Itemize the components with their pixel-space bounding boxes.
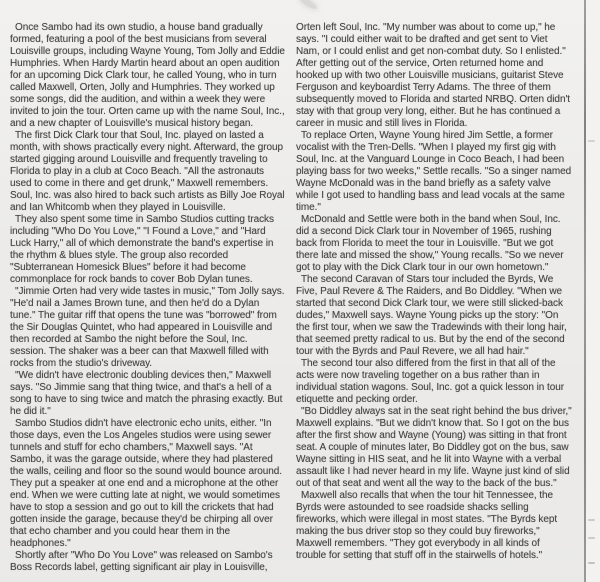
paragraph (296, 490, 588, 562)
text-line: rocks from the studio's driveway. (10, 358, 153, 369)
text-line: Five, Paul Revere & The Raiders, and Bo Diddley. "When we (296, 286, 562, 297)
text-line: Wayne McDonald was in the band briefly as a safety valve (296, 178, 551, 189)
text-line: McDonald and Settle were both in the band when Soul, Inc. (301, 214, 561, 225)
text-line: those days, even the Los Angeles studios were using sewer (10, 430, 272, 441)
text-line: Maxwell explains. "But we didn't know that. So I got on the bus (296, 418, 569, 429)
margin-tick (588, 537, 595, 539)
text-line: Soul, Inc. was also hired to back such artists as Billy Joe Royal (10, 190, 285, 201)
text-line: started gigging around Louisville and frequently traveling to (10, 154, 268, 165)
text-line: gotten inside the garage, because they'd be chirping all over (10, 514, 273, 525)
text-line: there late and missed the show," Young recalls. "So we never (296, 250, 564, 261)
text-line: tunnels and stuff for echo chambers," Maxwell says. "At (10, 442, 253, 453)
text-line: formed, featuring a pool of the best musicians from several (10, 34, 267, 45)
text-line: time." (296, 202, 321, 213)
paragraph (10, 22, 300, 130)
text-line: Byrds were astounded to see roadside shacks selling (296, 502, 529, 513)
text-line: got to play with the Dick Clark tour in our own hometown." (296, 262, 549, 273)
paragraph (10, 418, 300, 550)
paragraph (296, 214, 588, 274)
text-line: used to come in there and get drunk," Maxwell remembers. (10, 178, 269, 189)
text-line: Maxwell remembers. "They got everybody in all kinds of (296, 538, 540, 549)
margin-tick (588, 562, 595, 564)
text-line: some songs, did the audition, and within a week they were (10, 94, 266, 105)
text-line: hooked up with two other Louisville musicians, guitarist Steve (296, 70, 564, 81)
text-line: for an upcoming Dick Clark tour, he called Young, who in turn (10, 70, 277, 81)
text-line: says. "I could either wait to be drafted and get sent to Viet (296, 34, 548, 45)
text-line: subsequently moved to Florida and started NRBQ. Orten didn't (296, 94, 571, 105)
text-line: did a second Dick Clark tour in November of 1965, rushing (296, 226, 552, 237)
text-line: Sambo, it was the garage outside, where they had plastered (10, 454, 273, 465)
text-line: assault like I had never heard in my life. Wayne just kind of slid (296, 466, 570, 477)
text-line: acts were now traveling together on a bus rather than in (296, 370, 540, 381)
text-line: "Jimmie Orten had very wide tastes in music," Tom Jolly says. (15, 286, 285, 297)
text-line: Nam, or I could enlist and get non-combat duty. So I enlisted." (296, 46, 566, 57)
text-line: "He'd nail a James Brown tune, and then he'd do a Dylan (10, 298, 260, 309)
scan-smudge (298, 0, 318, 11)
text-line: Shortly after "Who Do You Love" was released on Sambo's (15, 550, 273, 561)
text-line: tour with the Byrds and Paul Revere, we all had hair." (296, 346, 529, 357)
text-line: that seemed pretty radical to us. But by the end of the second (296, 334, 565, 345)
text-column-left (10, 22, 300, 574)
text-line: seat. A couple of minutes later, Bo Diddley got on the bus, saw (296, 442, 569, 453)
paragraph (10, 370, 300, 418)
text-line: Florida to play in a club at Coco Beach. "All the astronauts (10, 166, 264, 177)
text-line: individual station wagons. Soul, Inc. got a quick lesson in tour (296, 382, 564, 393)
margin-tick (588, 519, 595, 521)
text-line: The first Dick Clark tour that Soul, Inc. played on lasted a (15, 130, 264, 141)
margin-tick (588, 140, 595, 142)
text-line: the Sir Douglas Quintet, who had appeared in Louisville and (10, 322, 273, 333)
text-column-right (296, 22, 588, 562)
text-line: session. The shaker was a beer can that Maxwell filled with (10, 346, 269, 357)
text-line: "We didn't have electronic doubling devices then," Maxwell (15, 370, 272, 381)
text-line: the rhythm & blues style. The group also recorded (10, 250, 229, 261)
text-line: making the bus driver stop so they could buy fireworks," (296, 526, 540, 537)
text-line: Sambo Studios didn't have electronic echo units, either. "In (15, 418, 272, 429)
text-line: playing bass for two weeks," Settle recalls. "So a singer named (296, 166, 572, 177)
text-line: then recorded at Sambo the night before the Soul, Inc. (10, 334, 248, 345)
text-line: Boss Records label, getting significant air play in Louisville, (10, 562, 268, 573)
text-line: Ferguson and keyboardist Terry Adams. The three of them (296, 82, 551, 93)
text-line: while I got used to handling bass and lead vocals at the same (296, 190, 565, 201)
paragraph (296, 358, 588, 406)
text-line: "Bo Diddley always sat in the seat right behind the bus driver," (301, 406, 572, 417)
text-line: started that second Dick Clark tour, we were still slicked-back (296, 298, 563, 309)
text-line: career in music and still lives in Florida. (296, 118, 468, 129)
text-line: month, with shows practically every night. Afterward, the group (10, 142, 284, 153)
text-line: They also spent some time in Sambo Studios cutting tracks (15, 214, 274, 225)
paragraph (296, 130, 588, 214)
text-line: After getting out of the service, Orten returned home and (296, 58, 544, 69)
text-line: the first tour, when we saw the Tradewinds with their long hair, (296, 322, 567, 333)
text-line: including "Who Do You Love," "I Found a Love," and "Hard (10, 226, 266, 237)
text-line: commonplace for rock bands to cover Bob Dylan tunes. (10, 274, 253, 285)
text-line: fireworks, which were illegal in most states. "The Byrds kept (296, 514, 558, 525)
text-line: headphones." (10, 538, 71, 549)
text-line: Once Sambo had its own studio, a house band gradually (15, 22, 263, 33)
text-line: The second tour also differed from the first in that all of the (301, 358, 556, 369)
text-line: Humphries. When Hardy Martin heard about an open audition (10, 58, 280, 69)
text-line: tune." The guitar riff that opens the tune was "borrowed" from (10, 310, 277, 321)
text-line: Maxwell also recalls that when the tour hit Tennessee, the (301, 490, 554, 501)
text-line: vocalist with the Tren-Dells. "When I played my first gig with (296, 142, 556, 153)
text-line: Wayne sitting in HIS seat, and he lit into Wayne with a verbal (296, 454, 562, 465)
paragraph (296, 406, 588, 490)
text-line: and Ian Whitcomb when they played in Louisville. (10, 202, 226, 213)
text-line: invited to join the tour. Orten came up with the name Soul, Inc., (10, 106, 285, 117)
text-line: and a new chapter of Louisville's musical history began. (10, 118, 254, 129)
text-line: stay with that group very long, either. But he has continued a (296, 106, 561, 117)
scan-edge-strip (586, 0, 600, 582)
text-line: song to have to sing twice and match the phrasing exactly. But (10, 394, 283, 405)
text-line: To replace Orten, Wayne Young hired Jim Settle, a former (301, 130, 553, 141)
text-line: out of that seat and went all the way to the back of the bus." (296, 478, 557, 489)
text-line: Luck Harry," all of which demonstrate the band's expertise in (10, 238, 274, 249)
paragraph (10, 286, 300, 370)
text-line: Louisville groups, including Wayne Young, Tom Jolly and Eddie (10, 46, 285, 57)
paragraph (10, 130, 300, 214)
text-line: Orten left Soul, Inc. "My number was about to come up," he (296, 22, 556, 33)
text-line: The second Caravan of Stars tour included the Byrds, We (301, 274, 554, 285)
paragraph (296, 274, 588, 358)
paragraph (10, 550, 300, 574)
text-line: They put a speaker at one end and a microphone at the other (10, 478, 279, 489)
paragraph (296, 22, 588, 130)
text-line: he did it." (10, 406, 51, 417)
text-line: trouble for setting that stuff off in the stairwells of hotels." (296, 550, 543, 561)
text-line: "Subterranean Homesick Blues" before it had become (10, 262, 246, 273)
text-line: after the first show and Wayne (Young) was sitting in that front (296, 430, 567, 441)
text-line: Soul, Inc. at the Vanguard Lounge in Coco Beach, I had been (296, 154, 565, 165)
text-line: says. "So Jimmie sang that thing twice, and that's a hell of a (10, 382, 272, 393)
text-line: have to stop a session and go out to kill the crickets that had (10, 502, 274, 513)
text-line: back from Florida to meet the tour in Louisville. "But we got (296, 238, 554, 249)
text-line: the walls, ceiling and floor so the sound would bounce around. (10, 466, 283, 477)
text-line: that echo chamber and you could hear them in the (10, 526, 231, 537)
text-line: end. When we were cutting late at night, we would sometimes (10, 490, 280, 501)
text-line: called Maxwell, Orten, Jolly and Humphries. They worked up (10, 82, 275, 93)
text-line: dudes," Maxwell says. Wayne Young picks up the story: "On (296, 310, 559, 321)
paragraph (10, 214, 300, 286)
text-line: etiquette and pecking order. (296, 394, 418, 405)
